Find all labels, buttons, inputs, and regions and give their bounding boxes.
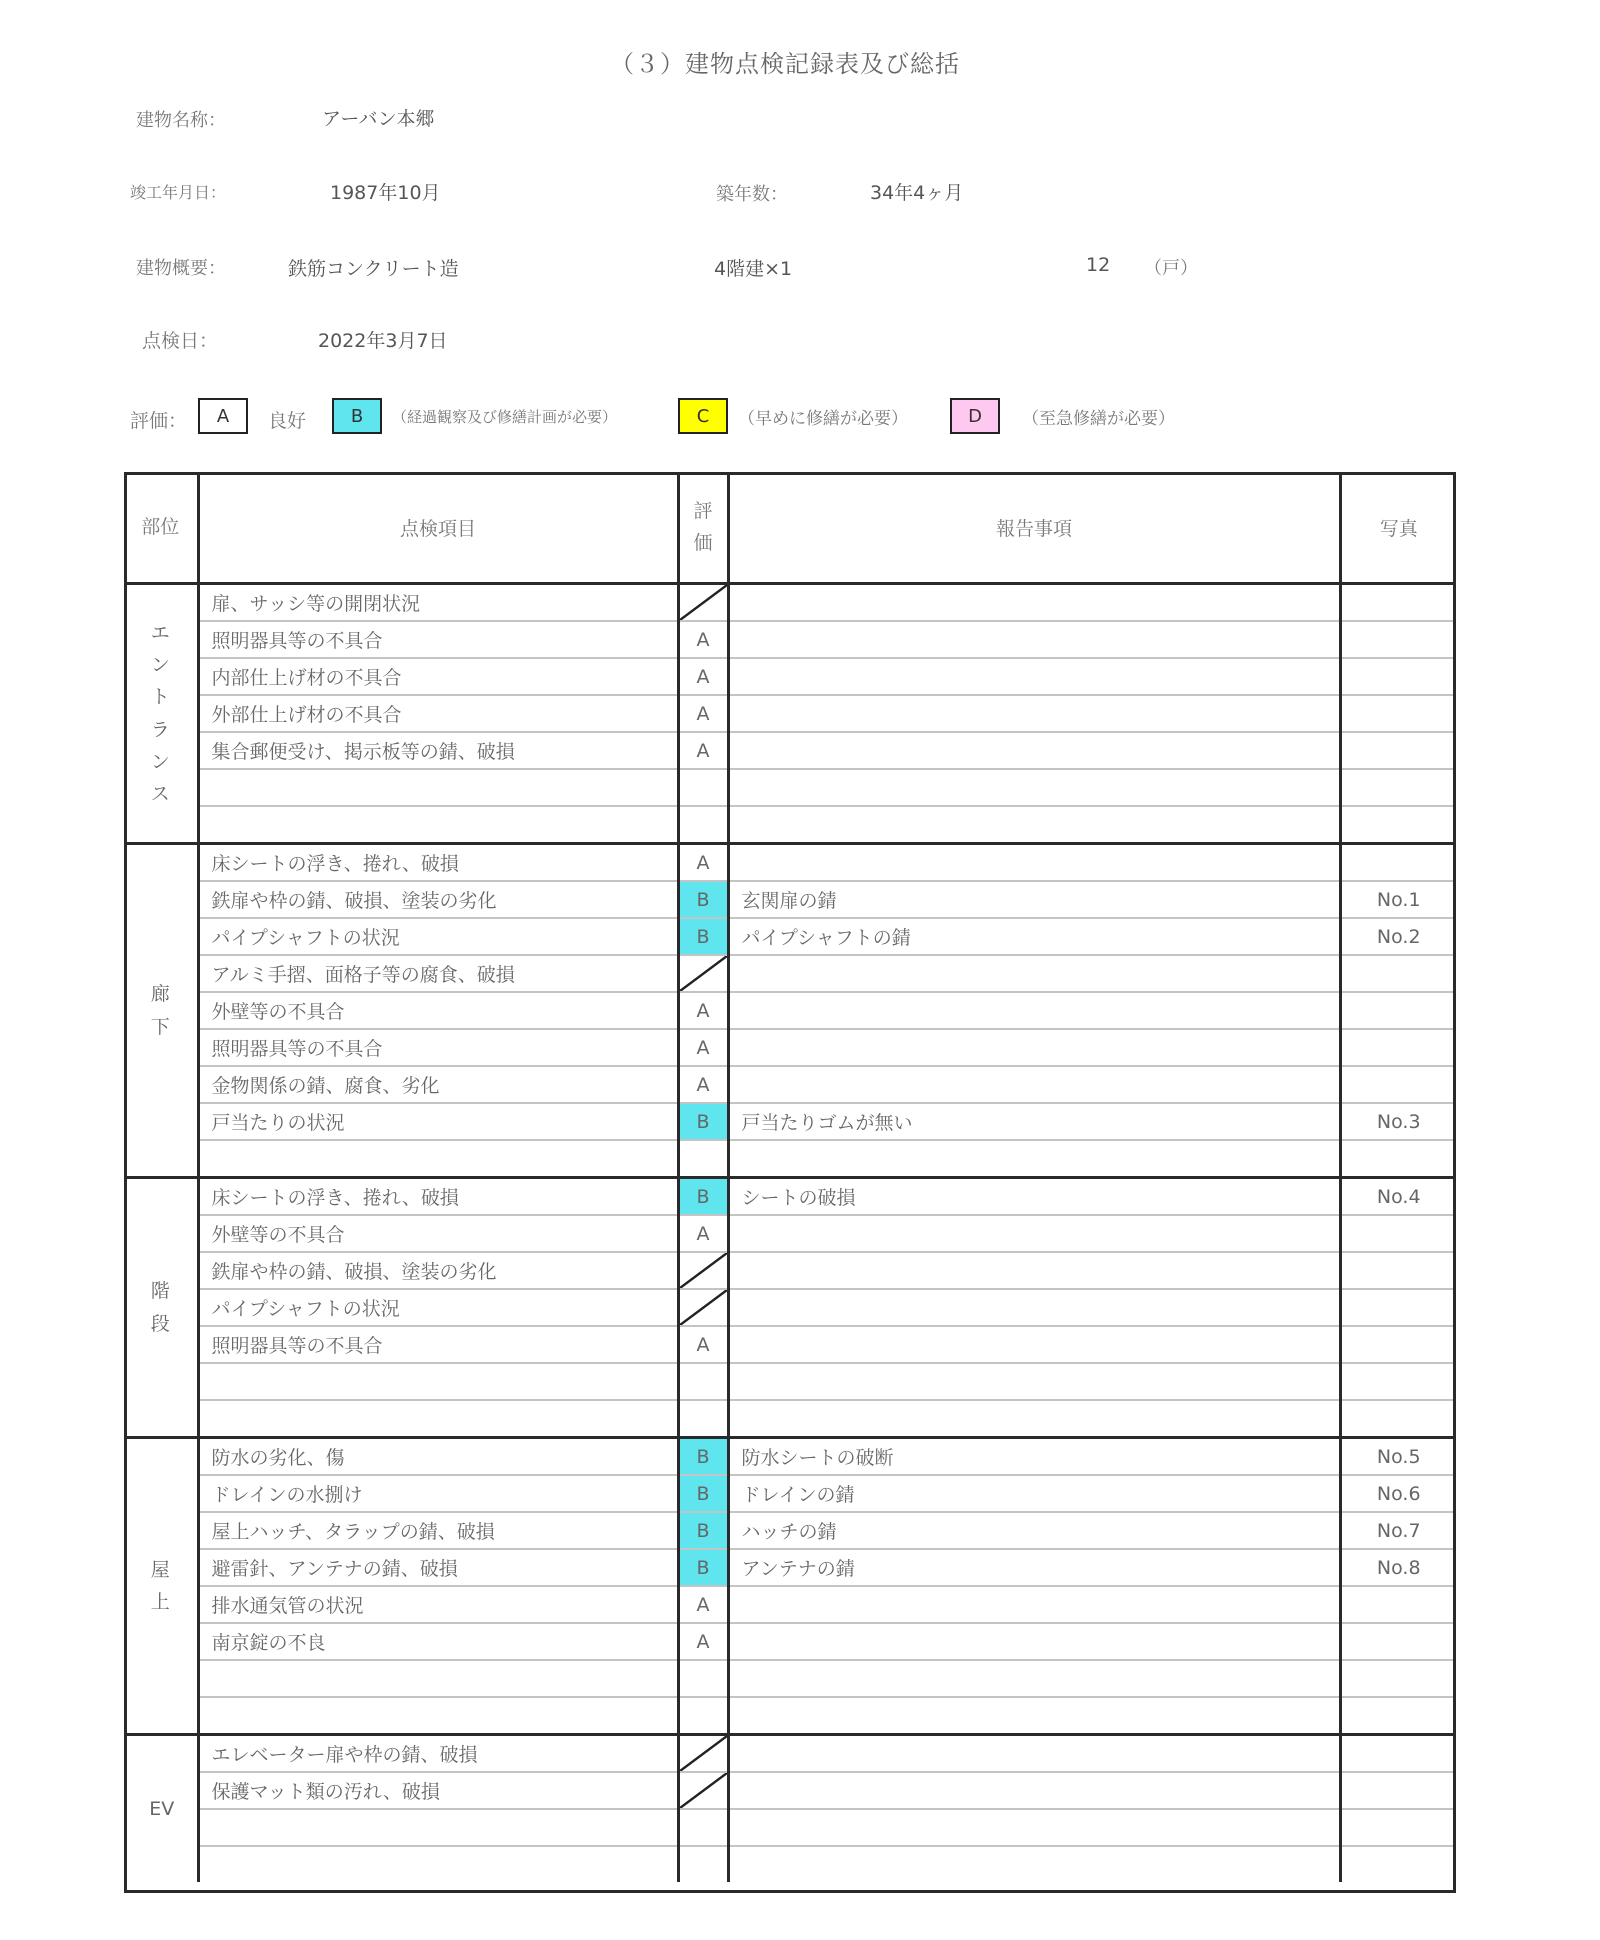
evaluation-cell bbox=[678, 1846, 728, 1882]
evaluation-cell: A bbox=[678, 732, 728, 769]
check-item-cell: アルミ手摺、面格子等の腐食、破損 bbox=[198, 955, 678, 992]
report-cell: ドレインの錆 bbox=[728, 1475, 1340, 1512]
legend-b-desc: （経過観察及び修繕計画が必要） bbox=[392, 408, 618, 426]
section-part-cell bbox=[124, 584, 198, 844]
photo-ref-cell: No.7 bbox=[1340, 1512, 1456, 1549]
table-header-row bbox=[124, 472, 1456, 584]
check-item-cell: 照明器具等の不具合 bbox=[198, 1326, 678, 1363]
evaluation-cell: B bbox=[678, 1475, 728, 1512]
section-part-cell bbox=[124, 1178, 198, 1438]
table-row bbox=[124, 1289, 1456, 1326]
report-cell bbox=[728, 1660, 1340, 1697]
photo-ref-cell bbox=[1340, 955, 1456, 992]
report-cell bbox=[728, 992, 1340, 1029]
table-row bbox=[124, 1029, 1456, 1066]
photo-ref-cell bbox=[1340, 1623, 1456, 1660]
photo-ref-cell bbox=[1340, 1400, 1456, 1438]
section-part-cell bbox=[124, 844, 198, 1178]
report-cell bbox=[728, 621, 1340, 658]
photo-ref-cell bbox=[1340, 732, 1456, 769]
table-row bbox=[124, 1660, 1456, 1697]
report-cell bbox=[728, 1772, 1340, 1809]
photo-ref-cell bbox=[1340, 992, 1456, 1029]
evaluation-cell bbox=[678, 955, 728, 992]
photo-ref-cell: No.8 bbox=[1340, 1549, 1456, 1586]
report-cell bbox=[728, 584, 1340, 622]
check-item-cell: 金物関係の錆、腐食、劣化 bbox=[198, 1066, 678, 1103]
table-row bbox=[124, 1475, 1456, 1512]
evaluation-cell bbox=[678, 1289, 728, 1326]
check-item-cell: 扉、サッシ等の開閉状況 bbox=[198, 584, 678, 622]
not-applicable-slash bbox=[680, 956, 727, 991]
table-row bbox=[124, 1066, 1456, 1103]
table-row bbox=[124, 1772, 1456, 1809]
report-cell bbox=[728, 1066, 1340, 1103]
table-row bbox=[124, 1846, 1456, 1882]
report-cell: パイプシャフトの錆 bbox=[728, 918, 1340, 955]
completion-date-label: 竣工年月日： bbox=[130, 183, 227, 202]
report-cell: シートの破損 bbox=[728, 1178, 1340, 1216]
evaluation-cell bbox=[678, 769, 728, 806]
table-row bbox=[124, 918, 1456, 955]
check-item-cell bbox=[198, 1140, 678, 1178]
table-row bbox=[124, 658, 1456, 695]
legend-a-desc: 良好 bbox=[268, 410, 307, 432]
table-row bbox=[124, 992, 1456, 1029]
photo-ref-cell: No.1 bbox=[1340, 881, 1456, 918]
evaluation-cell: A bbox=[678, 1326, 728, 1363]
report-cell bbox=[728, 1252, 1340, 1289]
photo-ref-cell bbox=[1340, 806, 1456, 844]
section-part-label: 廊下 bbox=[150, 983, 170, 1038]
check-item-cell: 鉄扉や枠の錆、破損、塗装の劣化 bbox=[198, 1252, 678, 1289]
evaluation-cell bbox=[678, 1363, 728, 1400]
legend-c-desc: （早めに修繕が必要） bbox=[738, 409, 908, 429]
check-item-cell: 防水の劣化、傷 bbox=[198, 1438, 678, 1476]
evaluation-cell: A bbox=[678, 1215, 728, 1252]
evaluation-cell: A bbox=[678, 1029, 728, 1066]
photo-ref-cell bbox=[1340, 1363, 1456, 1400]
report-cell bbox=[728, 1846, 1340, 1882]
check-item-cell bbox=[198, 1697, 678, 1735]
building-age-label: 築年数： bbox=[716, 184, 788, 205]
not-applicable-slash bbox=[680, 1290, 727, 1325]
table-row bbox=[124, 1697, 1456, 1735]
table-row bbox=[124, 1178, 1456, 1216]
check-item-cell: 南京錠の不良 bbox=[198, 1623, 678, 1660]
report-cell bbox=[728, 955, 1340, 992]
check-item-cell bbox=[198, 769, 678, 806]
evaluation-cell: B bbox=[678, 1512, 728, 1549]
evaluation-cell: A bbox=[678, 1586, 728, 1623]
building-structure: 鉄筋コンクリート造 bbox=[288, 258, 459, 280]
unit-count: 12 bbox=[1086, 254, 1111, 276]
check-item-cell: 屋上ハッチ、タラップの錆、破損 bbox=[198, 1512, 678, 1549]
header-part: 部位 bbox=[124, 472, 198, 584]
section-part-label: EV bbox=[149, 1797, 175, 1820]
report-cell bbox=[728, 658, 1340, 695]
check-item-cell: エレベーター扉や枠の錆、破損 bbox=[198, 1735, 678, 1773]
evaluation-cell bbox=[678, 1809, 728, 1846]
check-item-cell bbox=[198, 1846, 678, 1882]
photo-ref-cell bbox=[1340, 1809, 1456, 1846]
not-applicable-slash bbox=[680, 585, 727, 620]
table-row bbox=[124, 1252, 1456, 1289]
evaluation-cell: B bbox=[678, 881, 728, 918]
table-row bbox=[124, 732, 1456, 769]
section-part-cell bbox=[124, 1735, 198, 1883]
table-row bbox=[124, 695, 1456, 732]
table-row bbox=[124, 1215, 1456, 1252]
evaluation-cell bbox=[678, 1660, 728, 1697]
photo-ref-cell bbox=[1340, 769, 1456, 806]
report-cell bbox=[728, 1326, 1340, 1363]
evaluation-cell: A bbox=[678, 695, 728, 732]
legend-d-box: D bbox=[950, 398, 1000, 434]
check-item-cell: 床シートの浮き、捲れ、破損 bbox=[198, 844, 678, 882]
table-row bbox=[124, 1363, 1456, 1400]
report-cell bbox=[728, 732, 1340, 769]
evaluation-cell bbox=[678, 584, 728, 622]
legend-a-box: A bbox=[198, 398, 248, 434]
report-cell bbox=[728, 1697, 1340, 1735]
legend-c-box: C bbox=[678, 398, 728, 434]
evaluation-cell bbox=[678, 1772, 728, 1809]
check-item-cell: 照明器具等の不具合 bbox=[198, 621, 678, 658]
header-item: 点検項目 bbox=[198, 472, 678, 584]
evaluation-cell: B bbox=[678, 1438, 728, 1476]
evaluation-cell: B bbox=[678, 1103, 728, 1140]
building-age-value: 34年4ヶ月 bbox=[870, 182, 964, 204]
photo-ref-cell bbox=[1340, 1215, 1456, 1252]
check-item-cell: 床シートの浮き、捲れ、破損 bbox=[198, 1178, 678, 1216]
check-item-cell: パイプシャフトの状況 bbox=[198, 1289, 678, 1326]
evaluation-cell: A bbox=[678, 1623, 728, 1660]
photo-ref-cell bbox=[1340, 844, 1456, 882]
check-item-cell: 外部仕上げ材の不具合 bbox=[198, 695, 678, 732]
unit-suffix: （戸） bbox=[1144, 258, 1198, 279]
evaluation-cell: A bbox=[678, 621, 728, 658]
report-cell bbox=[728, 695, 1340, 732]
evaluation-cell bbox=[678, 806, 728, 844]
header-photo: 写真 bbox=[1379, 517, 1418, 540]
check-item-cell: 保護マット類の汚れ、破損 bbox=[198, 1772, 678, 1809]
report-cell bbox=[728, 1623, 1340, 1660]
photo-ref-cell: No.6 bbox=[1340, 1475, 1456, 1512]
check-item-cell: 鉄扉や枠の錆、破損、塗装の劣化 bbox=[198, 881, 678, 918]
check-item-cell: 排水通気管の状況 bbox=[198, 1586, 678, 1623]
report-cell bbox=[728, 1140, 1340, 1178]
photo-ref-cell bbox=[1340, 1772, 1456, 1809]
photo-ref-cell bbox=[1340, 1660, 1456, 1697]
photo-ref-cell: No.5 bbox=[1340, 1438, 1456, 1476]
not-applicable-slash bbox=[680, 1773, 727, 1808]
photo-ref-cell bbox=[1340, 621, 1456, 658]
table-row bbox=[124, 769, 1456, 806]
evaluation-cell: B bbox=[678, 918, 728, 955]
page-title: （３）建物点検記録表及び総括 bbox=[610, 50, 960, 78]
section-part-label: 階段 bbox=[150, 1280, 170, 1335]
report-cell bbox=[728, 1289, 1340, 1326]
table-row bbox=[124, 621, 1456, 658]
table-row bbox=[124, 1400, 1456, 1438]
check-item-cell bbox=[198, 806, 678, 844]
completion-date-value: 1987年10月 bbox=[330, 182, 441, 204]
table-row bbox=[124, 584, 1456, 622]
table-row bbox=[124, 1438, 1456, 1476]
evaluation-cell: A bbox=[678, 844, 728, 882]
table-row bbox=[124, 1549, 1456, 1586]
header-eval bbox=[678, 472, 728, 584]
building-name-value: アーバン本郷 bbox=[322, 108, 435, 130]
table-row bbox=[124, 1623, 1456, 1660]
photo-ref-cell bbox=[1340, 1326, 1456, 1363]
table-row bbox=[124, 1326, 1456, 1363]
check-item-cell: 避雷針、アンテナの錆、破損 bbox=[198, 1549, 678, 1586]
photo-ref-cell: No.2 bbox=[1340, 918, 1456, 955]
table-row bbox=[124, 1735, 1456, 1773]
report-cell: 防水シートの破断 bbox=[728, 1438, 1340, 1476]
not-applicable-slash bbox=[680, 1736, 727, 1771]
table-row bbox=[124, 1809, 1456, 1846]
check-item-cell: 集合郵便受け、掲示板等の錆、破損 bbox=[198, 732, 678, 769]
legend-label: 評価： bbox=[130, 410, 188, 432]
report-cell bbox=[728, 1735, 1340, 1773]
section-part-cell bbox=[124, 1438, 198, 1735]
table-row bbox=[124, 844, 1456, 882]
check-item-cell bbox=[198, 1809, 678, 1846]
photo-ref-cell bbox=[1340, 695, 1456, 732]
building-outline-label: 建物概要： bbox=[136, 258, 226, 279]
evaluation-cell bbox=[678, 1735, 728, 1773]
photo-ref-cell bbox=[1340, 1140, 1456, 1178]
inspection-date-label: 点検日： bbox=[142, 330, 219, 352]
photo-ref-cell bbox=[1340, 1735, 1456, 1773]
report-cell bbox=[728, 1809, 1340, 1846]
report-cell bbox=[728, 1029, 1340, 1066]
evaluation-cell: A bbox=[678, 658, 728, 695]
legend-b-box: B bbox=[332, 398, 382, 434]
legend-d-desc: （至急修繕が必要） bbox=[1022, 409, 1175, 429]
check-item-cell: 内部仕上げ材の不具合 bbox=[198, 658, 678, 695]
report-cell bbox=[728, 844, 1340, 882]
report-cell: 戸当たりゴムが無い bbox=[728, 1103, 1340, 1140]
building-name-label: 建物名称： bbox=[136, 110, 226, 131]
table-row bbox=[124, 1140, 1456, 1178]
check-item-cell: 照明器具等の不具合 bbox=[198, 1029, 678, 1066]
check-item-cell bbox=[198, 1660, 678, 1697]
photo-ref-cell bbox=[1340, 1066, 1456, 1103]
header-eval-text: 評価 bbox=[693, 499, 713, 554]
table-row bbox=[124, 1103, 1456, 1140]
building-floors: 4階建×1 bbox=[714, 258, 793, 280]
evaluation-cell: A bbox=[678, 992, 728, 1029]
report-cell bbox=[728, 1586, 1340, 1623]
report-cell: アンテナの錆 bbox=[728, 1549, 1340, 1586]
check-item-cell bbox=[198, 1400, 678, 1438]
table-row bbox=[124, 1586, 1456, 1623]
evaluation-cell bbox=[678, 1140, 728, 1178]
check-item-cell: 外壁等の不具合 bbox=[198, 1215, 678, 1252]
report-cell: ハッチの錆 bbox=[728, 1512, 1340, 1549]
table-row bbox=[124, 806, 1456, 844]
photo-ref-cell: No.3 bbox=[1340, 1103, 1456, 1140]
section-part-label: エントランス bbox=[150, 621, 170, 806]
report-cell: 玄関扉の錆 bbox=[728, 881, 1340, 918]
report-cell bbox=[728, 1363, 1340, 1400]
check-item-cell: ドレインの水捌け bbox=[198, 1475, 678, 1512]
report-cell bbox=[728, 769, 1340, 806]
inspection-table bbox=[124, 472, 1456, 1882]
check-item-cell bbox=[198, 1363, 678, 1400]
evaluation-cell bbox=[678, 1400, 728, 1438]
evaluation-cell bbox=[678, 1252, 728, 1289]
photo-ref-cell bbox=[1340, 1029, 1456, 1066]
evaluation-cell: B bbox=[678, 1549, 728, 1586]
evaluation-cell bbox=[678, 1697, 728, 1735]
photo-ref-cell bbox=[1340, 1586, 1456, 1623]
evaluation-cell: A bbox=[678, 1066, 728, 1103]
inspection-date-value: 2022年3月7日 bbox=[318, 330, 448, 352]
photo-ref-cell bbox=[1340, 1697, 1456, 1735]
report-cell bbox=[728, 1400, 1340, 1438]
photo-ref-cell: No.4 bbox=[1340, 1178, 1456, 1216]
report-cell bbox=[728, 1215, 1340, 1252]
not-applicable-slash bbox=[680, 1253, 727, 1288]
photo-ref-cell bbox=[1340, 1289, 1456, 1326]
section-part-label: 屋上 bbox=[150, 1558, 170, 1613]
table-row bbox=[124, 1512, 1456, 1549]
table-row bbox=[124, 955, 1456, 992]
header-report: 報告事項 bbox=[728, 472, 1340, 584]
photo-ref-cell bbox=[1340, 584, 1456, 622]
evaluation-cell: B bbox=[678, 1178, 728, 1216]
report-cell bbox=[728, 806, 1340, 844]
photo-ref-cell bbox=[1340, 1252, 1456, 1289]
photo-ref-cell bbox=[1340, 1846, 1456, 1882]
check-item-cell: 外壁等の不具合 bbox=[198, 992, 678, 1029]
check-item-cell: 戸当たりの状況 bbox=[198, 1103, 678, 1140]
photo-ref-cell bbox=[1340, 658, 1456, 695]
table-row bbox=[124, 881, 1456, 918]
check-item-cell: パイプシャフトの状況 bbox=[198, 918, 678, 955]
